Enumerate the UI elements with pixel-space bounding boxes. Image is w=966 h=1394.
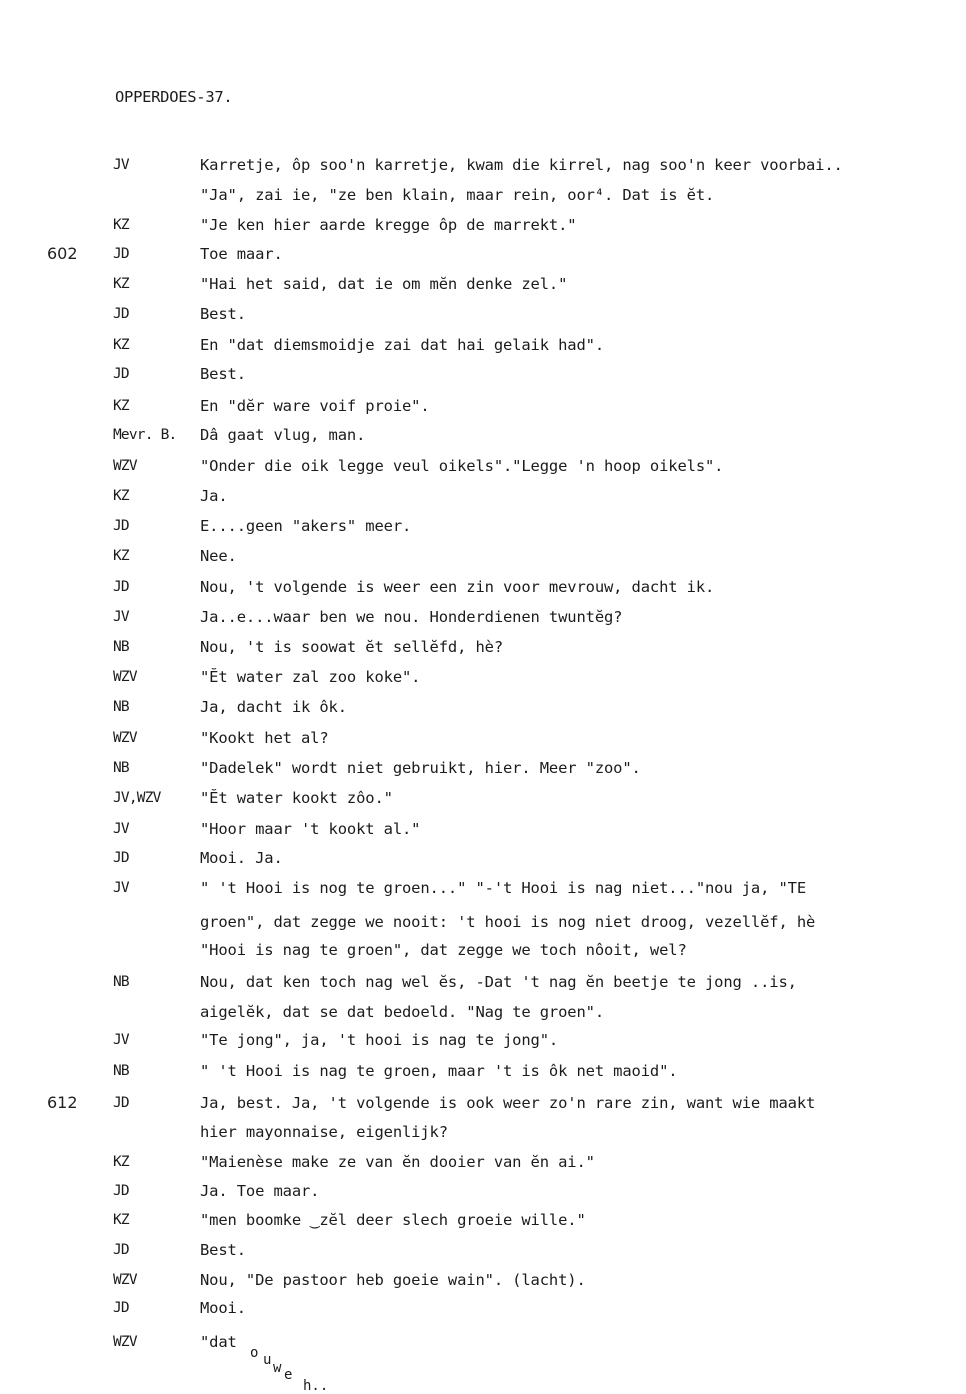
transcript-line <box>0 877 966 899</box>
transcript-line <box>0 606 966 628</box>
speaker-code: WZV <box>113 669 137 685</box>
transcript-line <box>0 184 966 206</box>
utterance-text: En "dat diemsmoidje zai dat hai gelaik had". <box>200 336 604 354</box>
utterance-text: "Hooi is nag te groen", dat zegge we toch nôoit, wel? <box>200 941 687 959</box>
trailing-glyph: w <box>273 1360 282 1376</box>
speaker-code: JD <box>113 1183 129 1199</box>
transcript-line <box>0 273 966 295</box>
transcript-line <box>0 636 966 658</box>
transcript-line <box>0 696 966 718</box>
speaker-code: JD <box>113 246 129 262</box>
utterance-text: Mooi. Ja. <box>200 849 283 867</box>
line-number: 612 <box>47 1093 78 1112</box>
utterance-text: hier mayonnaise, eigenlijk? <box>200 1123 448 1141</box>
utterance-text: En "dĕr ware voif proie". <box>200 397 430 415</box>
speaker-code: JV <box>113 157 129 173</box>
transcript-line <box>0 1001 966 1023</box>
transcript-line <box>0 545 966 567</box>
utterance-text: "Ĕt water kookt zôo." <box>200 789 393 807</box>
utterance-text: Karretje, ôp soo'n karretje, kwam die kirrel, nag soo'n keer voorbai.. <box>200 156 843 174</box>
speaker-code: JV <box>113 821 129 837</box>
speaker-code: KZ <box>113 337 129 353</box>
utterance-text: "Dadelek" wordt niet gebruikt, hier. Meer "zoo". <box>200 759 641 777</box>
utterance-text: aigelĕk, dat se dat bedoeld. "Nag te groen". <box>200 1003 604 1021</box>
trailing-glyph: e <box>284 1367 293 1383</box>
speaker-code: JD <box>113 850 129 866</box>
utterance-text: Nou, dat ken toch nag wel ĕs, -Dat 't nag ĕn beetje te jong ..is, <box>200 973 797 991</box>
utterance-text: "Ĕt water zal zoo koke". <box>200 668 421 686</box>
transcript-line <box>0 1029 966 1051</box>
utterance-text: Nou, 't is soowat ĕt sellĕfd, hè? <box>200 638 503 656</box>
speaker-code: JD <box>113 366 129 382</box>
speaker-code: JV <box>113 1032 129 1048</box>
utterance-text: Nee. <box>200 547 237 565</box>
speaker-code: JD <box>113 1300 129 1316</box>
speaker-code: KZ <box>113 548 129 564</box>
transcript-line <box>0 363 966 385</box>
transcript-line <box>0 576 966 598</box>
transcript-line <box>0 455 966 477</box>
page-header: OPPERDOES-37. <box>115 88 233 106</box>
utterance-text: Ja. Toe maar. <box>200 1182 320 1200</box>
utterance-text: "Je ken hier aarde kregge ôp de marrekt." <box>200 216 577 234</box>
speaker-code: JD <box>113 579 129 595</box>
transcript-line <box>0 154 966 176</box>
speaker-code: WZV <box>113 458 137 474</box>
speaker-code: KZ <box>113 276 129 292</box>
transcript-line <box>0 911 966 933</box>
speaker-code: WZV <box>113 1272 137 1288</box>
transcript-line <box>0 303 966 325</box>
utterance-text: Nou, "De pastoor heb goeie wain". (lacht). <box>200 1271 586 1289</box>
utterance-text: "men boomke ‿zĕl deer slech groeie wille." <box>200 1211 586 1229</box>
speaker-code: NB <box>113 974 129 990</box>
speaker-code: NB <box>113 1063 129 1079</box>
speaker-code: WZV <box>113 1334 137 1350</box>
utterance-text: " 't Hooi is nog te groen..." "-'t Hooi is nag niet..."nou ja, "TE <box>200 879 806 897</box>
trailing-glyph: o <box>250 1345 259 1361</box>
speaker-code: KZ <box>113 217 129 233</box>
speaker-code: JD <box>113 1095 129 1111</box>
transcript-line <box>0 847 966 869</box>
speaker-code: KZ <box>113 398 129 414</box>
line-number: 602 <box>47 244 78 263</box>
utterance-text: E....geen "akers" meer. <box>200 517 412 535</box>
transcript-line <box>0 515 966 537</box>
speaker-code: JD <box>113 1242 129 1258</box>
transcript-line <box>0 395 966 417</box>
speaker-code: JD <box>113 518 129 534</box>
utterance-text: "Maienèse make ze van ĕn dooier van ĕn ai." <box>200 1153 595 1171</box>
speaker-code: Mevr. B. <box>113 427 177 443</box>
transcript-line <box>0 1297 966 1319</box>
utterance-text: Mooi. <box>200 1299 246 1317</box>
utterance-text: "Ja", zai ie, "ze ben klain, maar rein, oor⁴. Dat is ĕt. <box>200 186 715 204</box>
transcript-line <box>0 1180 966 1202</box>
speaker-code: NB <box>113 760 129 776</box>
speaker-code: KZ <box>113 1154 129 1170</box>
utterance-text: "Onder die oik legge veul oikels"."Legge 'n hoop oikels". <box>200 457 724 475</box>
transcript-line <box>0 334 966 356</box>
utterance-text: "Hoor maar 't kookt al." <box>200 820 421 838</box>
transcript-line <box>0 485 966 507</box>
utterance-text: "dat <box>200 1333 237 1351</box>
speaker-code: JV <box>113 880 129 896</box>
speaker-code: NB <box>113 699 129 715</box>
transcript-line <box>0 757 966 779</box>
utterance-text: Best. <box>200 305 246 323</box>
transcript-line <box>0 1121 966 1143</box>
speaker-code: JD <box>113 306 129 322</box>
speaker-code: WZV <box>113 730 137 746</box>
utterance-text: Ja, dacht ik ôk. <box>200 698 347 716</box>
transcript-line <box>0 1209 966 1231</box>
utterance-text: Ja..e...waar ben we nou. Honderdienen twuntĕg? <box>200 608 623 626</box>
utterance-text: Dâ gaat vlug, man. <box>200 426 366 444</box>
transcript-line <box>0 666 966 688</box>
speaker-code: KZ <box>113 488 129 504</box>
transcript-line <box>0 971 966 993</box>
transcript-line <box>0 818 966 840</box>
utterance-text: Toe maar. <box>200 245 283 263</box>
utterance-text: "Te jong", ja, 't hooi is nag te jong". <box>200 1031 559 1049</box>
utterance-text: Best. <box>200 1241 246 1259</box>
transcript-line <box>0 1331 966 1353</box>
trailing-glyph: h.. <box>303 1378 329 1394</box>
trailing-glyph: u <box>263 1352 272 1368</box>
speaker-code: KZ <box>113 1212 129 1228</box>
utterance-text: Ja, best. Ja, 't volgende is ook weer zo'n rare zin, want wie maakt <box>200 1094 816 1112</box>
speaker-code: JV,WZV <box>113 790 161 806</box>
utterance-text: groen", dat zegge we nooit: 't hooi is nog niet droog, vezellĕf, hè <box>200 913 816 931</box>
utterance-text: "Kookt het al? <box>200 729 329 747</box>
transcript-line <box>0 1060 966 1082</box>
transcript-line <box>0 1239 966 1261</box>
transcript-line <box>0 424 966 446</box>
utterance-text: "Hai het said, dat ie om mĕn denke zel." <box>200 275 568 293</box>
transcript-line <box>0 787 966 809</box>
speaker-code: NB <box>113 639 129 655</box>
transcript-line <box>0 939 966 961</box>
transcript-line <box>0 1151 966 1173</box>
transcript-line <box>0 243 966 265</box>
speaker-code: JV <box>113 609 129 625</box>
transcript-line <box>0 1269 966 1291</box>
transcript-line <box>0 727 966 749</box>
transcript-line <box>0 214 966 236</box>
utterance-text: Best. <box>200 365 246 383</box>
utterance-text: Nou, 't volgende is weer een zin voor mevrouw, dacht ik. <box>200 578 715 596</box>
utterance-text: Ja. <box>200 487 228 505</box>
utterance-text: " 't Hooi is nag te groen, maar 't is ôk net maoid". <box>200 1062 678 1080</box>
transcript-line <box>0 1092 966 1114</box>
